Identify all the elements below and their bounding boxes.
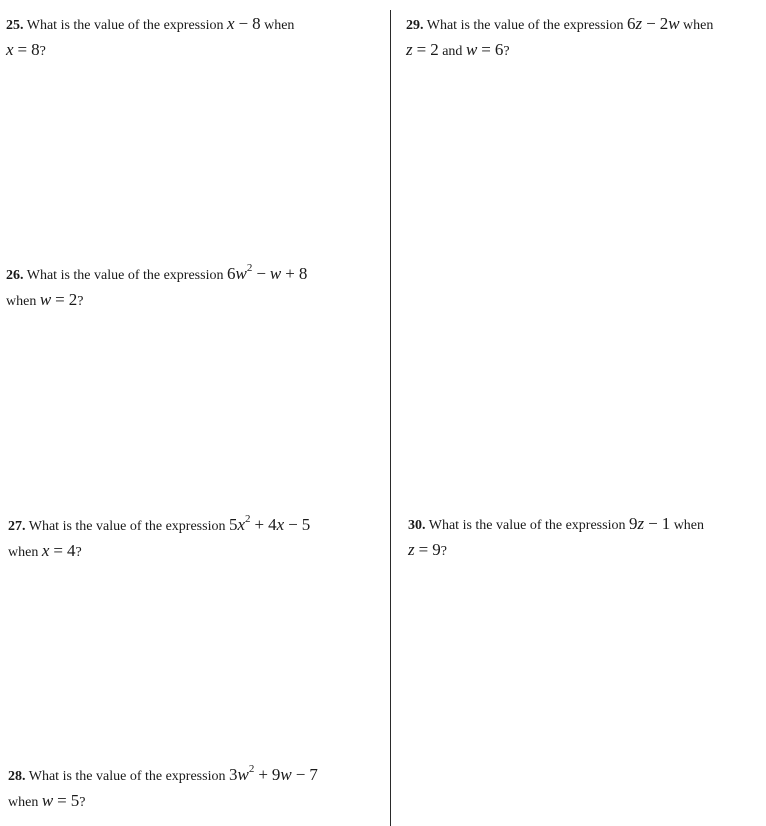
question-prompt: What is the value of the expression (426, 18, 624, 33)
and-label: and (442, 44, 463, 59)
when-label: when (673, 518, 705, 533)
math-expression: $6w^2 - w + 8$ (226, 262, 308, 283)
math-expression: 6z − 2w (626, 14, 680, 33)
condition-2: w = 6 (465, 40, 504, 59)
condition: x = 8 (6, 40, 40, 59)
question-30: 30. What is the value of the expression 9z − 1 when z = 9? (408, 514, 705, 559)
question-number: 29. (406, 18, 424, 33)
question-prompt: What is the value of the expression (26, 18, 224, 33)
when-label: when (8, 545, 39, 560)
when-label: when (683, 18, 714, 33)
question-number: 25. (6, 18, 24, 33)
when-label: when (8, 795, 39, 810)
question-number: 27. (8, 519, 26, 534)
question-29: 29. What is the value of the expression 6z − 2w when z = 2 and w = 6? (406, 14, 714, 59)
question-prompt: What is the value of the expression (428, 518, 626, 533)
condition: x = 4 (41, 541, 76, 560)
question-prompt: What is the value of the expression (28, 519, 226, 534)
condition: z = 2 (406, 40, 439, 59)
math-expression: x − 8 (226, 14, 261, 33)
math-expression: 9z − 1 (628, 514, 671, 533)
question-number: 26. (6, 268, 24, 283)
question-prompt: What is the value of the expression (28, 769, 226, 784)
question-25: 25. What is the value of the expression x − 8 when x = 8? (6, 14, 295, 59)
math-expression: $3w^2 + 9w - 7$ (228, 763, 318, 784)
question-28: 28. What is the value of the expression $3w^2 + 9w - 7$ when w = 5? (8, 763, 318, 810)
when-label: when (264, 18, 295, 33)
math-expression: $5x^2 + 4x - 5$ (228, 513, 311, 534)
question-27: 27. What is the value of the expression $5x^2 + 4x - 5$ when x = 4? (8, 513, 311, 560)
question-26: 26. What is the value of the expression $6w^2 - w + 8$ when w = 2? (6, 262, 308, 309)
question-number: 28. (8, 769, 26, 784)
question-prompt: What is the value of the expression (26, 268, 224, 283)
condition: w = 2 (39, 290, 78, 309)
condition: w = 5 (41, 791, 80, 810)
condition: z = 9 (408, 540, 441, 559)
question-number: 30. (408, 518, 426, 533)
when-label: when (6, 294, 37, 309)
column-divider (390, 10, 391, 826)
